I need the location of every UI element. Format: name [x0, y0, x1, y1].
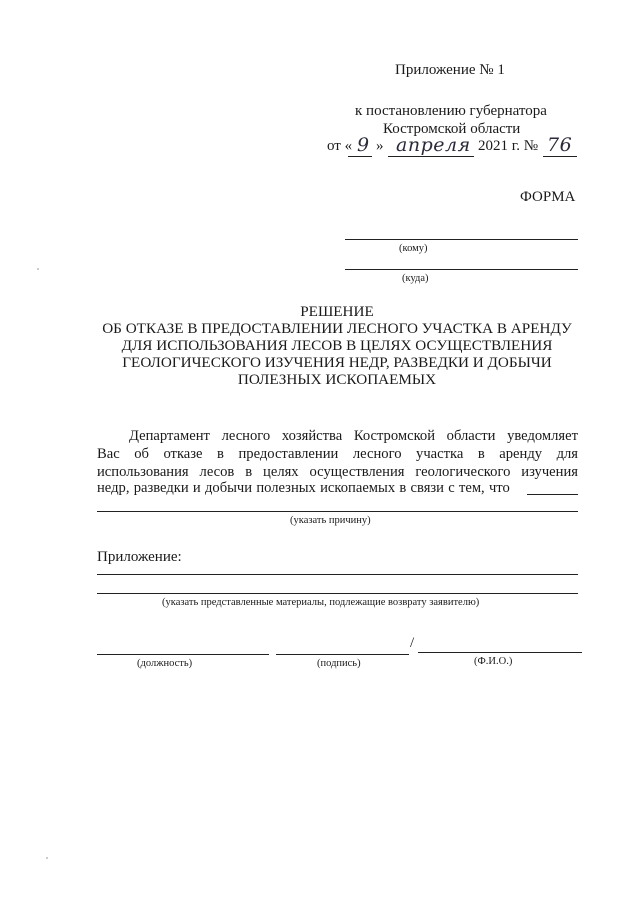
body-line-1: Департамент лесного хозяйства Костромской области уведомляет	[129, 428, 578, 444]
attachment-caption: (указать представленные материалы, подлежащие возврату заявителю)	[162, 597, 480, 608]
body-line-2: Вас об отказе в предоставлении лесного участка в аренду для	[97, 446, 578, 462]
body-line-4: недр, разведки и добычи полезных ископаемых в связи с тем, что	[97, 480, 510, 496]
reason-inline-line	[527, 494, 578, 495]
where-caption: (куда)	[402, 273, 429, 284]
date-year-text: 2021 г. №	[478, 138, 539, 154]
resolution-label: к постановлению губернатора	[355, 103, 547, 119]
title-line-5: ПОЛЕЗНЫХ ИСКОПАЕМЫХ	[237, 371, 437, 388]
reason-caption: (указать причину)	[290, 515, 371, 526]
date-month: апреля	[396, 134, 471, 156]
sign-caption: (подпись)	[317, 658, 361, 669]
title-line-1: РЕШЕНИЕ	[300, 303, 374, 320]
sign-line	[276, 654, 409, 655]
date-from-text: от «	[327, 138, 353, 154]
date-close-quote: »	[376, 138, 384, 154]
body-line-3: использования лесов в целях осуществления геологического изучения	[97, 464, 578, 480]
scan-speck	[37, 268, 39, 270]
title-line-2: ОБ ОТКАЗЕ В ПРЕДОСТАВЛЕНИИ ЛЕСНОГО УЧАСТКА В АРЕНДУ	[102, 320, 572, 337]
doc-number-underline	[543, 156, 577, 157]
attachment-line-2	[97, 593, 578, 594]
position-caption: (должность)	[137, 658, 193, 669]
region-label: Костромской области	[383, 121, 521, 137]
to-whom-caption: (кому)	[399, 243, 428, 254]
position-line	[97, 654, 269, 655]
date-month-underline	[388, 156, 474, 157]
name-line	[418, 652, 582, 653]
scan-speck	[46, 857, 48, 859]
attachment-label: Приложение:	[97, 549, 182, 565]
signature-slash: /	[410, 635, 415, 651]
attachment-line-1	[97, 574, 578, 575]
title-line-4: ГЕОЛОГИЧЕСКОГО ИЗУЧЕНИЯ НЕДР, РАЗВЕДКИ И ДОБЫЧИ	[122, 354, 552, 371]
doc-number: 76	[547, 134, 573, 156]
appendix-label: Приложение № 1	[395, 62, 505, 78]
title-line-3: ДЛЯ ИСПОЛЬЗОВАНИЯ ЛЕСОВ В ЦЕЛЯХ ОСУЩЕСТВЛЕНИЯ	[121, 337, 553, 354]
name-caption: (Ф.И.О.)	[474, 656, 513, 667]
where-line	[345, 269, 578, 270]
date-day-underline	[348, 156, 372, 157]
date-day: 9	[357, 134, 370, 156]
form-label: ФОРМА	[520, 189, 576, 205]
to-whom-line	[345, 239, 578, 240]
reason-line	[97, 511, 578, 512]
